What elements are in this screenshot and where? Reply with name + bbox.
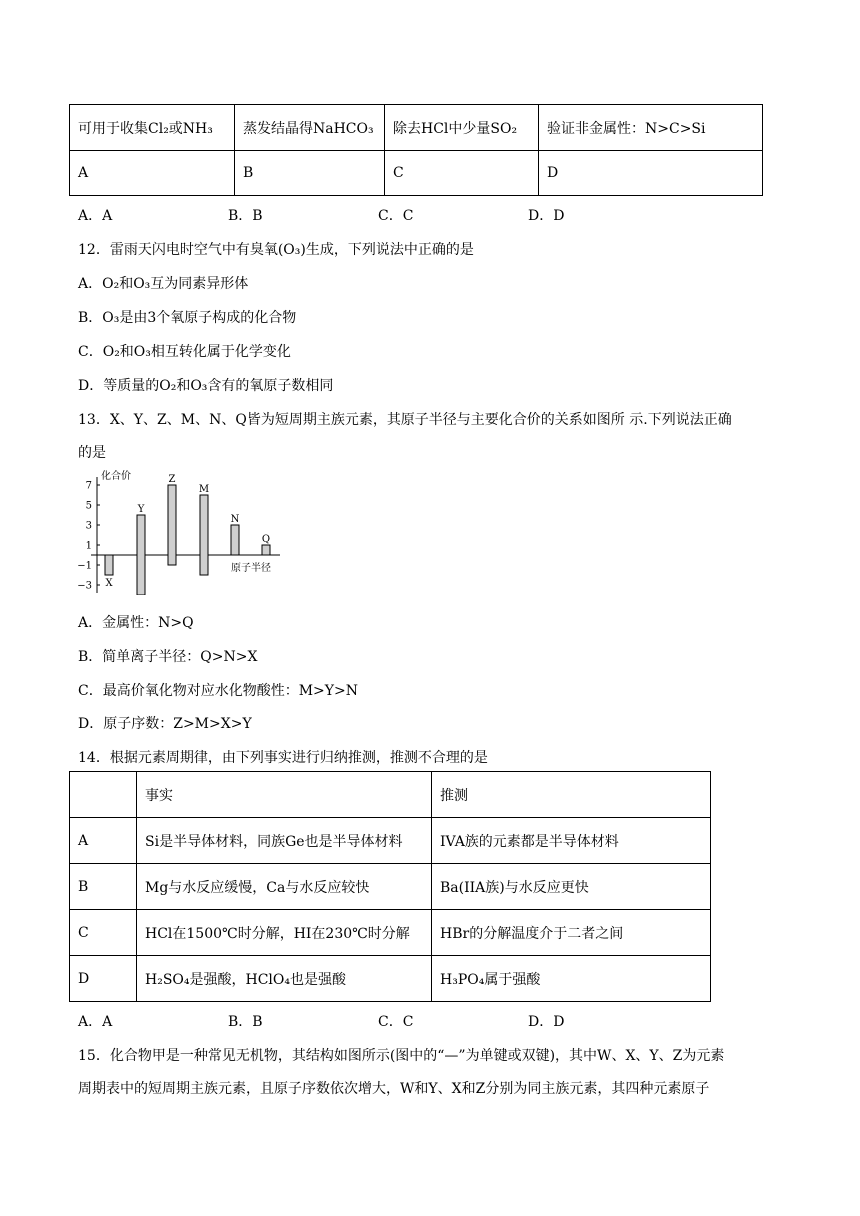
q14-row-d-fact: H₂SO₄是强酸，HClO₄也是强酸 — [137, 956, 432, 1002]
valence-radius-chart — [75, 465, 290, 595]
q14-answer-option-d: D．D — [528, 1014, 565, 1030]
q14-answer-option-b: B．B — [228, 1014, 263, 1030]
y-tick-label: 1 — [85, 540, 92, 552]
q14-header-inference: 推测 — [432, 772, 711, 818]
bar-x — [105, 555, 113, 575]
question-13-option-c: C．最高价氧化物对应水化物酸性：M>Y>N — [78, 683, 358, 699]
q14-row-b-fact: Mg与水反应缓慢，Ca与水反应较快 — [137, 864, 432, 910]
bar-label-z: Z — [168, 474, 176, 485]
bar-label-q: Q — [261, 534, 271, 545]
question-13-option-a: A．金属性：N>Q — [78, 615, 194, 631]
apparatus-table — [69, 104, 763, 196]
q14-row-c-inference: HBr的分解温度介于二者之间 — [432, 910, 711, 956]
question-12-option-a: A．O₂和O₃互为同素异形体 — [78, 276, 249, 292]
question-13-option-b: B．简单离子半径：Q>N>X — [78, 649, 258, 665]
y-tick-label: 5 — [85, 500, 92, 512]
question-14-stem: 14．根据元素周期律，由下列事实进行归纳推测，推测不合理的是 — [78, 750, 488, 766]
table1-letter-c: C — [385, 151, 539, 196]
table1-letter-b: B — [235, 151, 385, 196]
y-tick-label: −3 — [77, 580, 92, 592]
q14-answer-option-c: C．C — [378, 1014, 414, 1030]
answer-option-d: D．D — [528, 208, 565, 224]
bar-q — [262, 545, 270, 555]
bar-label-x: X — [105, 578, 113, 589]
bar-z — [168, 485, 176, 565]
q14-header-fact: 事实 — [137, 772, 432, 818]
question-12-stem: 12．雷雨天闪电时空气中有臭氧(O₃)生成，下列说法中正确的是 — [78, 242, 474, 258]
q14-row-b-inference: Ba(IIA族)与水反应更快 — [432, 864, 711, 910]
question-13-stem-line1: 13．X、Y、Z、M、N、Q皆为短周期主族元素，其原子半径与主要化合价的关系如图所 示.下列说法正确 — [78, 412, 732, 428]
q14-row-b-label: B — [70, 864, 137, 910]
question-13-stem-line2: 的是 — [78, 445, 106, 461]
q14-row-d-inference: H₃PO₄属于强酸 — [432, 956, 711, 1002]
table1-header-b: 蒸发结晶得NaHCO₃ — [235, 105, 385, 151]
bar-n — [231, 525, 239, 555]
y-axis-label: 化合价 — [101, 471, 131, 482]
q14-row-c-fact: HCl在1500℃时分解，HI在230℃时分解 — [137, 910, 432, 956]
question-15-line2: 周期表中的短周期主族元素，且原子序数依次增大，W和Y、X和Z分别为同主族元素，其四种元素原子 — [78, 1081, 710, 1097]
bar-label-y: Y — [137, 504, 145, 515]
table1-header-d: 验证非金属性：N>C>Si — [539, 105, 763, 151]
bar-m — [200, 495, 208, 575]
q14-row-c-label: C — [70, 910, 137, 956]
table1-letter-a: A — [70, 151, 235, 196]
q14-row-d-label: D — [70, 956, 137, 1002]
question-12-option-b: B．O₃是由3个氧原子构成的化合物 — [78, 310, 297, 326]
table1-header-c: 除去HCl中少量SO₂ — [385, 105, 539, 151]
q14-row-a-inference: IVA族的元素都是半导体材料 — [432, 818, 711, 864]
question-13-option-d: D．原子序数：Z>M>X>Y — [78, 716, 252, 732]
y-tick-label: 3 — [85, 520, 92, 532]
periodic-law-table — [69, 771, 711, 1002]
question-12-option-c: C．O₂和O₃相互转化属于化学变化 — [78, 344, 291, 360]
answer-option-a: A．A — [78, 208, 113, 224]
bar-label-m: M — [198, 484, 210, 495]
bar-label-n: N — [230, 514, 240, 525]
table1-header-a: 可用于收集Cl₂或NH₃ — [70, 105, 235, 151]
bar-y — [137, 515, 145, 595]
answer-option-b: B．B — [228, 208, 263, 224]
q14-row-a-label: A — [70, 818, 137, 864]
x-axis-label: 原子半径 — [231, 563, 271, 574]
answer-option-c: C．C — [378, 208, 414, 224]
y-tick-label: 7 — [85, 480, 92, 492]
question-15-line1: 15．化合物甲是一种常见无机物，其结构如图所示(图中的“—”为单键或双键)，其中W、X、Y、Z为元素 — [78, 1048, 725, 1064]
table1-letter-d: D — [539, 151, 763, 196]
q14-header-blank — [70, 772, 137, 818]
question-12-option-d: D．等质量的O₂和O₃含有的氧原子数相同 — [78, 378, 334, 394]
q14-answer-option-a: A．A — [78, 1014, 113, 1030]
y-tick-label: −1 — [77, 560, 92, 572]
q14-row-a-fact: Si是半导体材料，同族Ge也是半导体材料 — [137, 818, 432, 864]
